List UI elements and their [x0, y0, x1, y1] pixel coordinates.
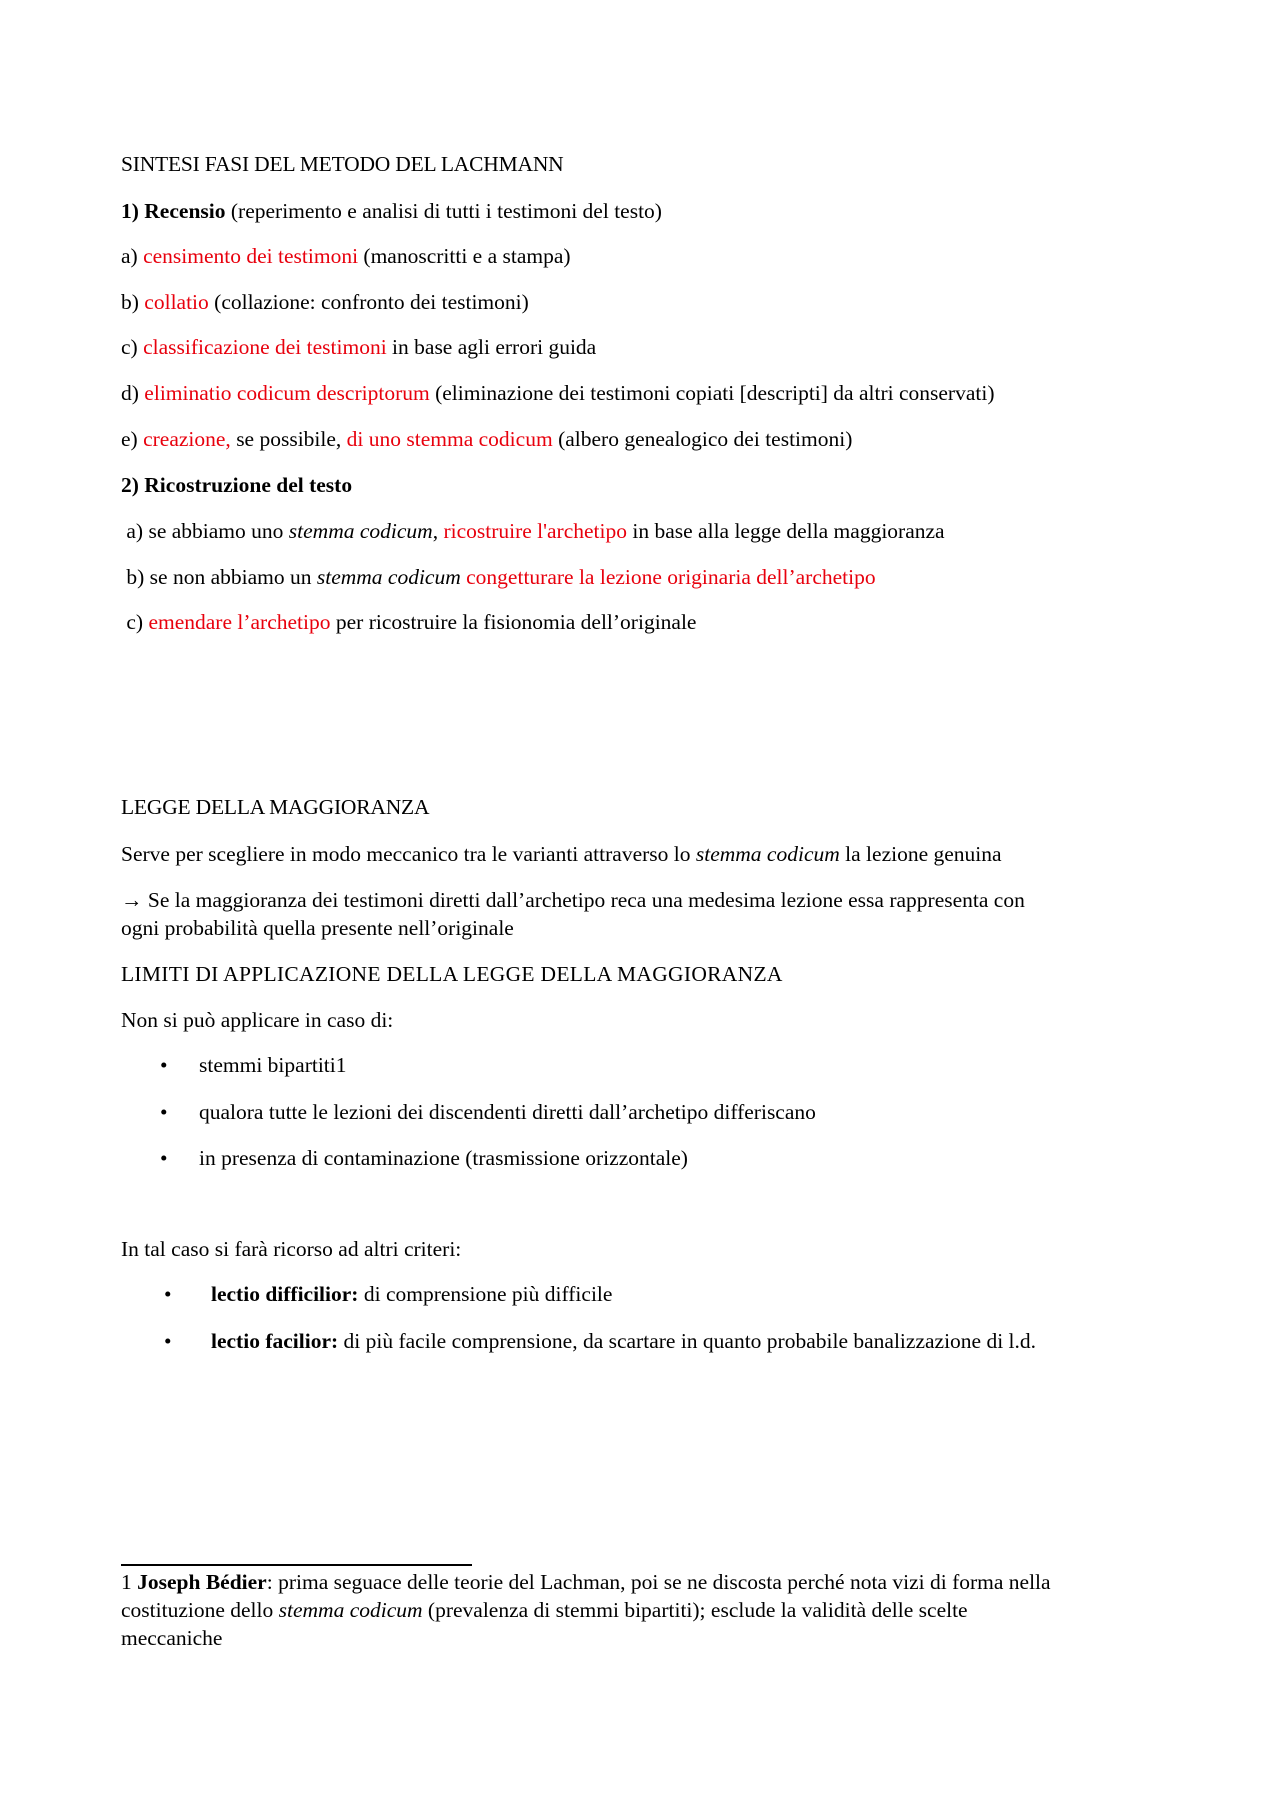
item-desc: (eliminazione dei testimoni copiati [descripti] da altri conservati) — [429, 381, 995, 405]
item-desc: (manoscritti e a stampa) — [358, 244, 571, 268]
italic-term: stemma codicum — [695, 842, 840, 866]
list-item — [211, 1280, 612, 1308]
list-item — [121, 563, 876, 591]
item-desc: (albero genealogico dei testimoni) — [552, 427, 853, 451]
section-title-lachmann: SINTESI FASI DEL METODO DEL LACHMANN — [121, 152, 564, 176]
list-item — [121, 288, 529, 316]
bullet-icon: • — [160, 1053, 168, 1077]
footnote-text: (prevalenza di stemmi bipartiti); esclude la validità delle scelte — [422, 1598, 968, 1622]
section-title-maggioranza: LEGGE DELLA MAGGIORANZA — [121, 795, 430, 819]
step-recensio-label: 1) Recensio — [121, 199, 226, 223]
item-italic-term: stemma codicum — [316, 565, 461, 589]
item-desc: in base agli errori guida — [386, 335, 597, 359]
list-item — [211, 1327, 1036, 1355]
italic-term: stemma codicum — [278, 1598, 423, 1622]
list-item: in presenza di contaminazione (trasmissione orizzontale) — [199, 1146, 688, 1170]
item-desc: in base alla legge della maggioranza — [627, 519, 945, 543]
text: Serve per scegliere in modo meccanico tra le varianti attraverso lo — [121, 842, 696, 866]
item-prefix: c) — [121, 610, 149, 634]
item-key-term: creazione, — [143, 427, 231, 451]
criteria-desc: di comprensione più difficile — [358, 1282, 613, 1306]
list-item — [121, 517, 945, 545]
list-item — [121, 379, 994, 407]
item-prefix: b) se non abbiamo un — [121, 565, 317, 589]
item-desc: (collazione: confronto dei testimoni) — [208, 290, 529, 314]
criteria-desc: di più facile comprensione, da scartare in quanto probabile banalizzazione di l.d. — [338, 1329, 1037, 1353]
list-item: qualora tutte le lezioni dei discendenti diretti dall’archetipo differiscano — [199, 1100, 816, 1124]
item-mid: se possibile, — [230, 427, 347, 451]
step-ricostruzione-label: 2) Ricostruzione del testo — [121, 473, 353, 497]
footnote-line: meccaniche — [121, 1626, 223, 1650]
list-item — [121, 242, 571, 270]
limits-title: LIMITI DI APPLICAZIONE DELLA LEGGE DELLA MAGGIORANZA — [121, 962, 783, 986]
footnote-author: Joseph Bédier — [137, 1570, 267, 1594]
step-ricostruzione — [121, 471, 352, 499]
item-letter: a) — [121, 244, 138, 268]
item-key-term: collatio — [144, 290, 209, 314]
text: la lezione genuina — [839, 842, 1002, 866]
list-item — [121, 333, 596, 361]
paragraph-line — [121, 840, 1002, 868]
item-key-term: eliminatio codicum descriptorum — [144, 381, 430, 405]
paragraph-line: ogni probabilità quella presente nell’originale — [121, 916, 514, 940]
footnote-separator — [121, 1564, 472, 1566]
bullet-icon: • — [164, 1282, 172, 1306]
item-italic-term: stemma codicum — [288, 519, 433, 543]
step-recensio-desc: (reperimento e analisi di tutti i testimoni del testo) — [225, 199, 662, 223]
bullet-icon: • — [160, 1100, 168, 1124]
item-letter: c) — [121, 335, 138, 359]
footnote-text: : prima seguace delle teorie del Lachman, poi se ne discosta perché nota vizi di forma nella — [266, 1570, 1051, 1594]
item-key-term: congetturare la lezione originaria dell’archetipo — [460, 565, 876, 589]
footnote-line — [121, 1596, 968, 1624]
list-item — [121, 425, 852, 453]
list-item — [121, 608, 696, 636]
item-letter: d) — [121, 381, 139, 405]
item-letter: e) — [121, 427, 138, 451]
bullet-icon: • — [160, 1146, 168, 1170]
item-key-term: ricostruire l'archetipo — [443, 519, 627, 543]
limits-intro: Non si può applicare in caso di: — [121, 1008, 394, 1032]
item-letter: b) — [121, 290, 139, 314]
footnote-number: 1 — [121, 1570, 138, 1594]
list-item: stemmi bipartiti1 — [199, 1053, 347, 1077]
bullet-icon: • — [164, 1329, 172, 1353]
item-key-term: emendare l’archetipo — [148, 610, 331, 634]
footnote-text: costituzione dello — [121, 1598, 279, 1622]
item-key-term-2: di uno stemma codicum — [346, 427, 553, 451]
item-desc: per ricostruire la fisionomia dell’originale — [330, 610, 697, 634]
footnote-line — [121, 1568, 1051, 1596]
step-recensio — [121, 197, 662, 225]
item-key-term: classificazione dei testimoni — [143, 335, 387, 359]
criteria-term: lectio difficilior: — [211, 1282, 359, 1306]
item-prefix: a) se abbiamo uno — [121, 519, 289, 543]
criteria-term: lectio facilior: — [211, 1329, 339, 1353]
item-key-term: censimento dei testimoni — [143, 244, 359, 268]
item-comma: , — [432, 519, 444, 543]
paragraph-line: → Se la maggioranza dei testimoni diretti dall’archetipo reca una medesima lezione essa rappresenta con — [121, 888, 1025, 912]
criteria-intro: In tal caso si farà ricorso ad altri criteri: — [121, 1237, 462, 1261]
